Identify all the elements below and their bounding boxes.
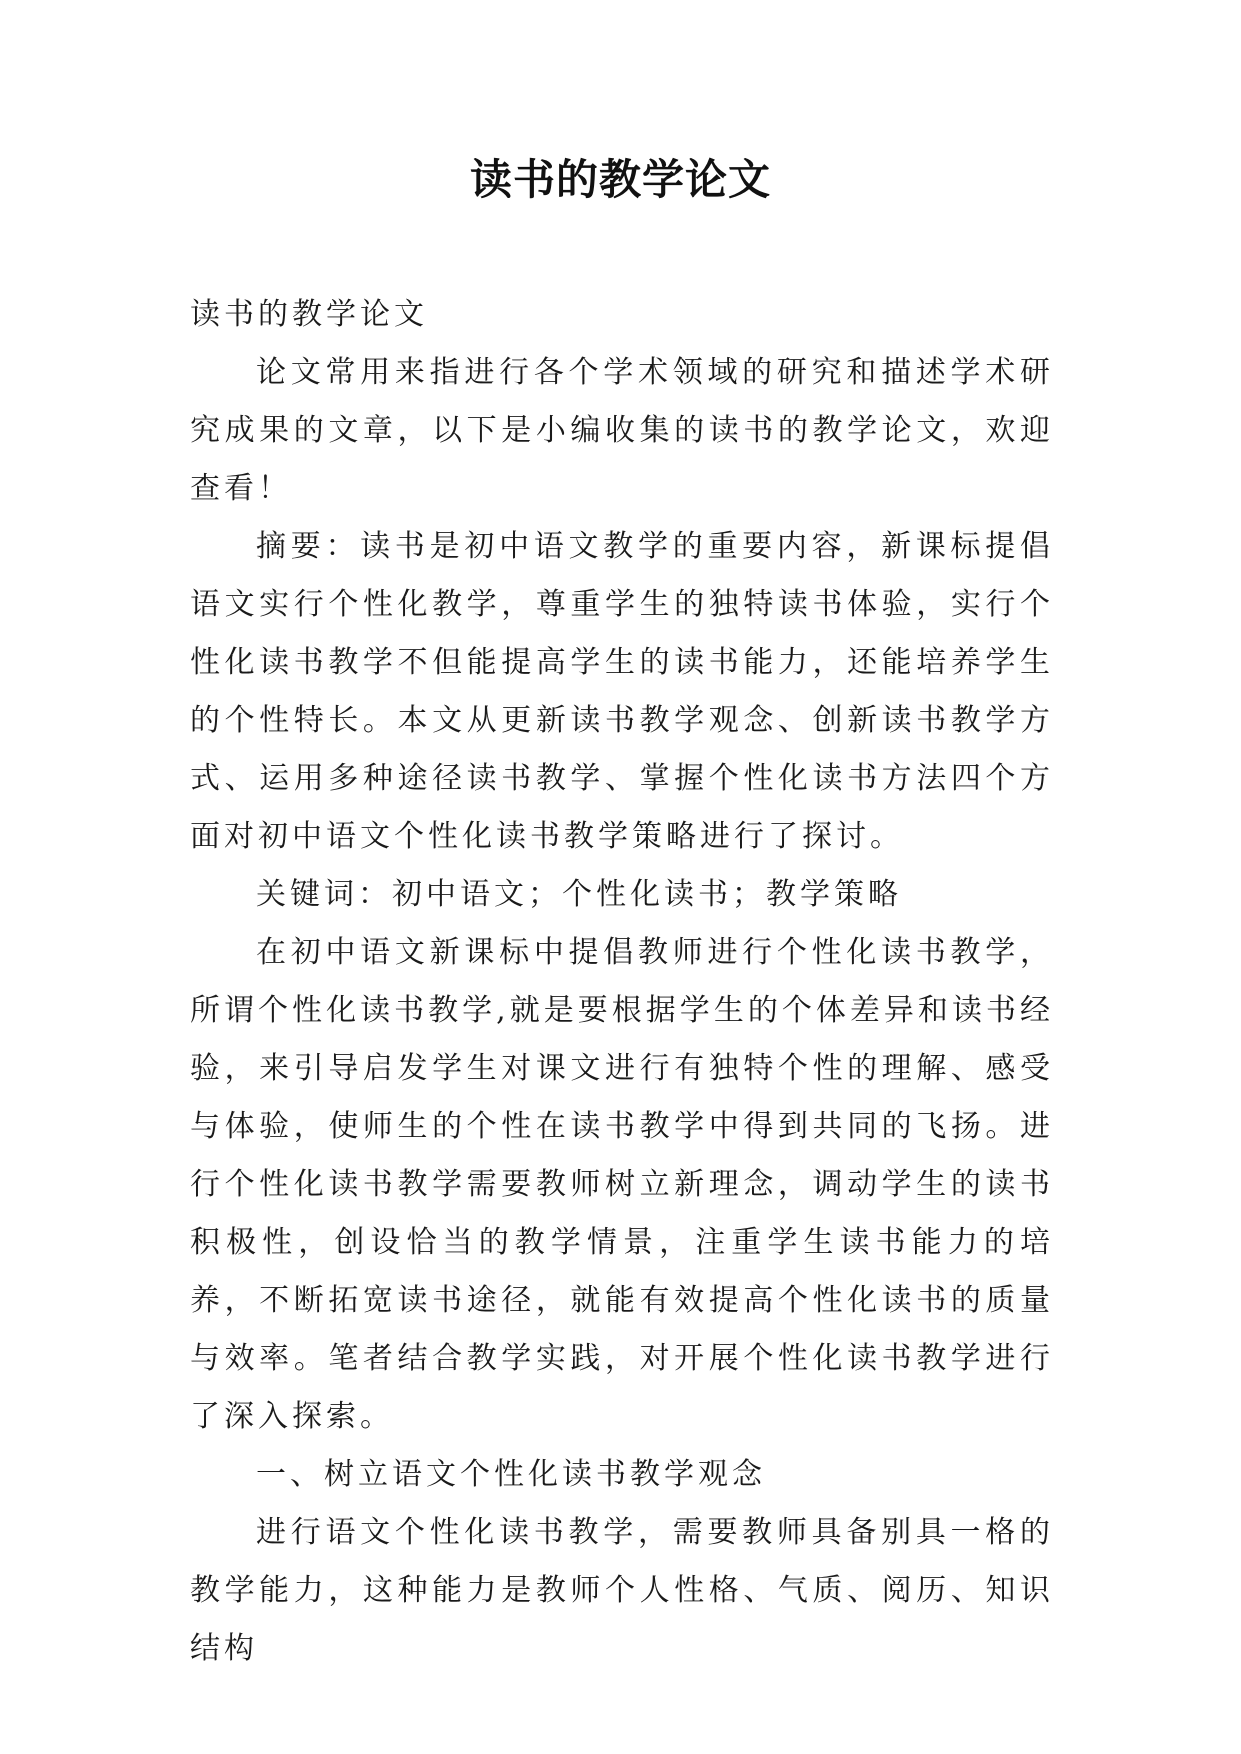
- paragraph: 关键词：初中语文；个性化读书；教学策略: [256, 877, 902, 912]
- paragraph: 一、树立语文个性化读书教学观念: [256, 1457, 766, 1492]
- paragraph: 论文常用来指进行各个学术领域的研究和描述学术研究成果的文章，以下是小编收集的读书的教学论文，欢迎查看！: [190, 355, 1054, 506]
- paragraph: 进行语文个性化读书教学，需要教师具备别具一格的教学能力，这种能力是教师个人性格、气质、阅历、知识结构: [190, 1515, 1054, 1666]
- paragraph: 读书的教学论文: [190, 297, 428, 332]
- page-title: 读书的教学论文: [469, 155, 771, 204]
- document-body: [190, 286, 1054, 1678]
- paragraph: 在初中语文新课标中提倡教师进行个性化读书教学，所谓个性化读书教学,就是要根据学生的个体差异和读书经验，来引导启发学生对课文进行有独特个性的理解、感受与体验，使师生的个性在读书教学中得到共同的飞扬。进行个性化读书教学需要教师树立新理念，调动学生的读书积极性，创设恰当的教学情景，注重学生读书能力的培养，不断拓宽读书途径，就能有效提高个性化读书的质量与效率。笔者结合教学实践，对开展个性化读书教学进行了深入探索。: [190, 935, 1054, 1434]
- paragraph: 摘要：读书是初中语文教学的重要内容，新课标提倡语文实行个性化教学，尊重学生的独特读书体验，实行个性化读书教学不但能提高学生的读书能力，还能培养学生的个性特长。本文从更新读书教学观念、创新读书教学方式、运用多种途径读书教学、掌握个性化读书方法四个方面对初中语文个性化读书教学策略进行了探讨。: [190, 529, 1054, 854]
